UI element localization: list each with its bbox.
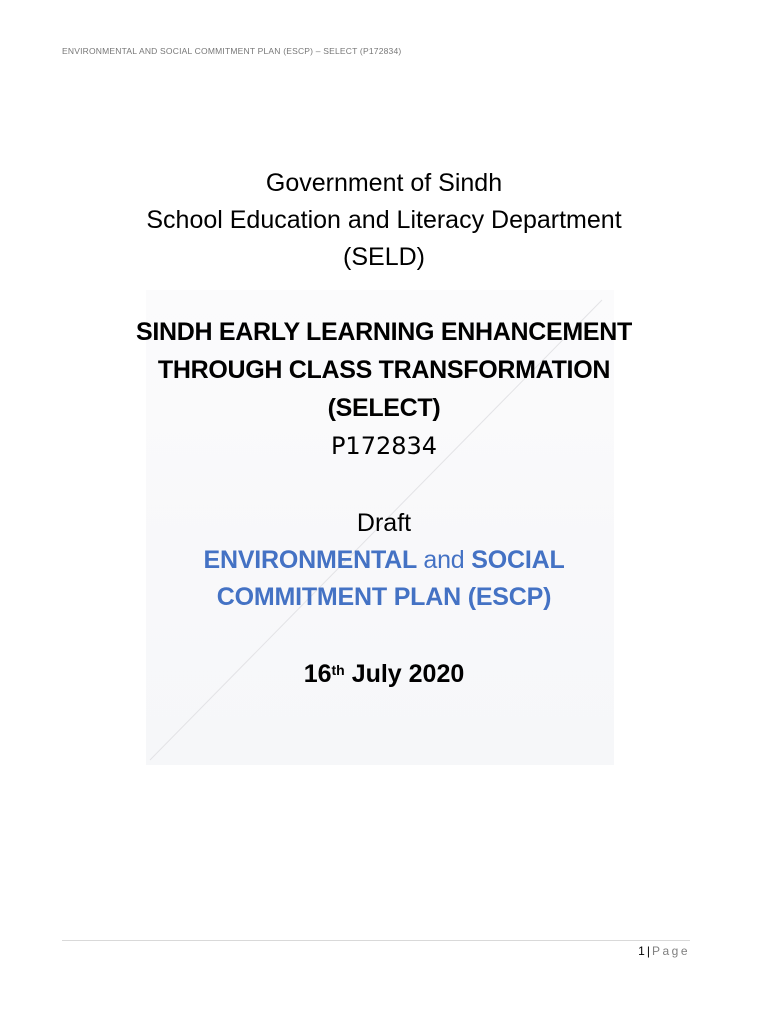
date-day: 16 — [303, 660, 332, 688]
project-title-line2: THROUGH CLASS TRANSFORMATION — [157, 356, 611, 384]
escp-and: and — [423, 546, 465, 574]
project-title — [0, 313, 768, 465]
escp-title-line1 — [0, 542, 768, 579]
footer-divider — [62, 940, 690, 941]
department-title — [0, 165, 768, 276]
escp-title-line2: COMMITMENT PLAN (ESCP) — [216, 583, 552, 611]
department-abbreviation: (SELD) — [343, 243, 425, 271]
page-number: 1 — [638, 944, 645, 958]
footer-separator: | — [646, 944, 650, 958]
escp-social: SOCIAL — [471, 546, 565, 574]
page-footer — [638, 944, 690, 958]
draft-label: Draft — [356, 509, 412, 537]
government-name: Government of Sindh — [265, 169, 503, 197]
project-abbreviation: (SELECT) — [327, 394, 441, 422]
escp-environmental: ENVIRONMENTAL — [203, 546, 417, 574]
project-code: P172834 — [330, 432, 438, 460]
document-title — [0, 505, 768, 616]
department-name: School Education and Literacy Department — [146, 206, 622, 234]
document-date — [0, 656, 768, 693]
project-title-line1: SINDH EARLY LEARNING ENHANCEMENT — [135, 318, 632, 346]
running-header: ENVIRONMENTAL AND SOCIAL COMMITMENT PLAN (ESCP) – SELECT (P172834) — [62, 46, 402, 56]
date-ordinal-suffix: th — [331, 662, 345, 678]
date-month-year: July 2020 — [351, 660, 465, 688]
page-label: Page — [651, 944, 690, 958]
